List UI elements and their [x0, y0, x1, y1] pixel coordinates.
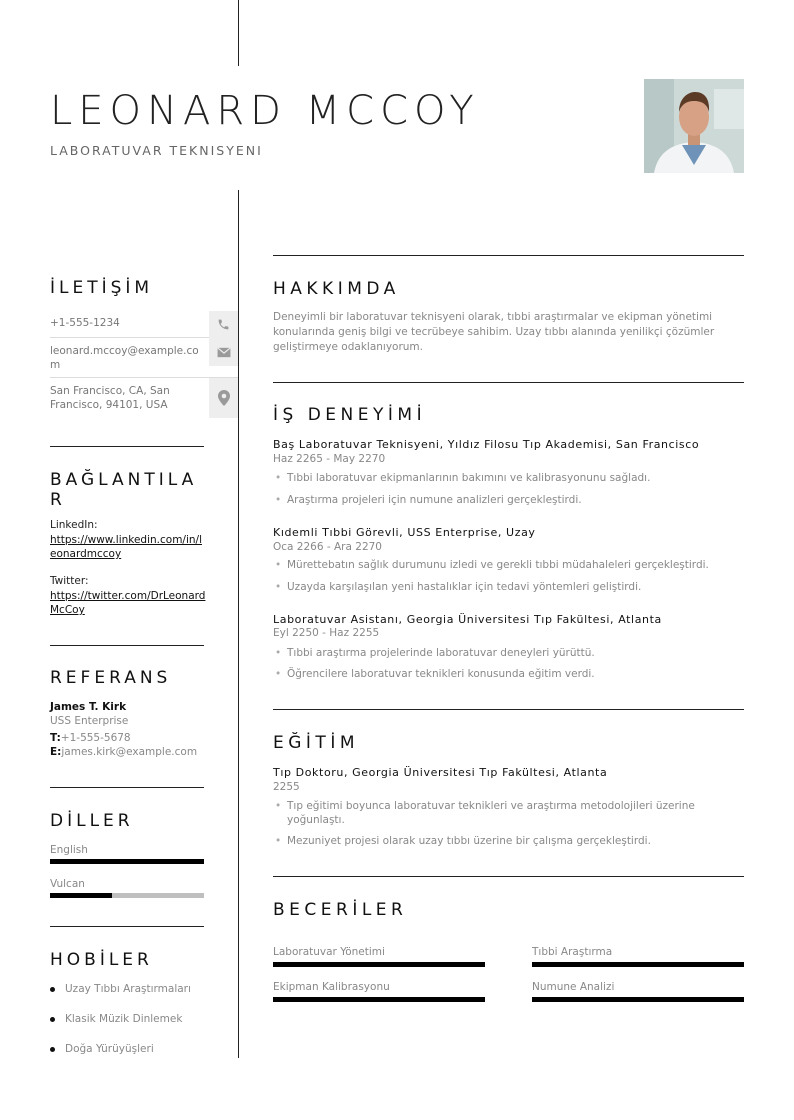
column-divider-line — [238, 190, 239, 1058]
job-bullet — [273, 471, 733, 485]
job-date: Oca 2266 - Ara 2270 — [273, 541, 382, 553]
contact-heading: İLETİŞİM — [50, 278, 154, 298]
left-divider — [50, 446, 204, 447]
hobby-label: Klasik Müzik Dinlemek — [65, 1013, 183, 1025]
bullet-dot-icon: • — [275, 559, 282, 571]
skill-name: Numune Analizi — [532, 981, 615, 993]
skill-level-bar — [532, 997, 744, 1002]
education-bullet — [273, 834, 733, 848]
experience-heading: İŞ DENEYİMİ — [273, 405, 427, 425]
job-bullet-text: Tıbbi araştırma projelerinde laboratuvar deneyleri yürüttü. — [287, 647, 595, 659]
linkedin-label: LinkedIn: — [50, 519, 98, 531]
reference-phone-label: T: — [50, 732, 61, 744]
hobby-label: Uzay Tıbbı Araştırmaları — [65, 983, 191, 995]
job-bullet — [273, 646, 733, 660]
contact-email-row — [50, 338, 238, 378]
job-title: Baş Laboratuvar Teknisyeni, Yıldız Filosu Tıp Akademisi, San Francisco — [273, 438, 700, 451]
reference-email-line — [50, 746, 197, 758]
skill-level-bar — [273, 962, 485, 967]
education-bullet — [273, 799, 713, 827]
skills-heading: BECERİLER — [273, 900, 408, 920]
contact-address-row — [50, 378, 238, 418]
mail-icon — [209, 338, 238, 366]
right-divider — [273, 876, 744, 877]
bullet-dot-icon — [50, 1017, 55, 1022]
education-year: 2255 — [273, 781, 300, 793]
candidate-name: LEONARD MCCOY — [50, 88, 480, 134]
language-level-fill — [50, 859, 204, 864]
reference-organization: USS Enterprise — [50, 715, 129, 727]
left-divider — [50, 645, 204, 646]
top-divider-line — [238, 0, 239, 66]
reference-name: James T. Kirk — [50, 701, 127, 713]
links-heading: BAĞLANTILAR — [50, 470, 198, 510]
right-divider — [273, 255, 744, 256]
reference-email: james.kirk@example.com — [61, 746, 198, 758]
skill-name: Ekipman Kalibrasyonu — [273, 981, 390, 993]
job-bullet — [273, 558, 733, 572]
skill-name: Tıbbi Araştırma — [532, 946, 613, 958]
hobby-item — [50, 1013, 182, 1025]
language-name: Vulcan — [50, 878, 85, 890]
location-pin-icon — [209, 378, 238, 418]
job-bullet-text: Araştırma projeleri için numune analizleri gerçekleştirdi. — [287, 494, 582, 506]
language-level-fill — [50, 893, 112, 898]
language-name: English — [50, 844, 88, 856]
job-date: Haz 2265 - May 2270 — [273, 453, 386, 465]
job-bullet-text: Uzayda karşılaşılan yeni hastalıklar için tedavi yöntemleri geliştirdi. — [287, 581, 642, 593]
contact-email: leonard.mccoy@example.com — [50, 345, 199, 371]
bullet-dot-icon: • — [275, 835, 282, 847]
skill-level-bar — [532, 962, 744, 967]
right-divider — [273, 709, 744, 710]
education-bullet-text: Tıp eğitimi boyunca laboratuvar teknikleri ve araştırma metodolojileri üzerine yoğunlaştı. — [287, 800, 695, 826]
about-heading: HAKKIMDA — [273, 279, 400, 299]
job-title: Laboratuvar Asistanı, Georgia Üniversitesi Tıp Fakültesi, Atlanta — [273, 613, 662, 626]
bullet-dot-icon: • — [275, 800, 282, 812]
twitter-link[interactable]: https://twitter.com/DrLeonardMcCoy — [50, 590, 206, 616]
contact-phone-row — [50, 311, 238, 338]
reference-email-label: E: — [50, 746, 62, 758]
job-bullet — [273, 580, 733, 594]
job-bullet — [273, 493, 733, 507]
skill-level-bar — [273, 997, 485, 1002]
left-divider — [50, 926, 204, 927]
job-date: Eyl 2250 - Haz 2255 — [273, 627, 380, 639]
reference-phone-line — [50, 732, 131, 744]
hobbies-heading: HOBİLER — [50, 950, 153, 970]
language-level-bar — [50, 893, 204, 898]
left-divider — [50, 787, 204, 788]
bullet-dot-icon: • — [275, 647, 282, 659]
linkedin-link[interactable]: https://www.linkedin.com/in/leonardmccoy — [50, 534, 202, 560]
bullet-dot-icon: • — [275, 494, 282, 506]
bullet-dot-icon: • — [275, 472, 282, 484]
contact-address: San Francisco, CA, San Francisco, 94101, USA — [50, 385, 170, 411]
phone-icon — [209, 311, 238, 338]
hobby-item — [50, 1043, 154, 1055]
bullet-dot-icon: • — [275, 581, 282, 593]
job-bullet-text: Öğrencilere laboratuvar teknikleri konusunda eğitim verdi. — [287, 668, 595, 680]
bullet-dot-icon — [50, 987, 55, 992]
reference-phone: +1-555-5678 — [60, 732, 131, 744]
languages-heading: DİLLER — [50, 811, 134, 831]
hobby-item — [50, 983, 191, 995]
education-heading: EĞİTİM — [273, 733, 359, 753]
candidate-title: LABORATUVAR TEKNISYENI — [50, 143, 263, 158]
job-title: Kıdemli Tıbbi Görevli, USS Enterprise, Uzay — [273, 526, 536, 539]
contact-phone: +1-555-1234 — [50, 317, 120, 329]
job-bullet-text: Mürettebatın sağlık durumunu izledi ve gerekli tıbbi müdahaleleri gerçekleştirdi. — [287, 559, 709, 571]
twitter-label: Twitter: — [50, 575, 89, 587]
profile-photo — [644, 79, 744, 173]
bullet-dot-icon — [50, 1047, 55, 1052]
skill-name: Laboratuvar Yönetimi — [273, 946, 385, 958]
reference-heading: REFERANS — [50, 668, 172, 688]
education-degree: Tıp Doktoru, Georgia Üniversitesi Tıp Fakültesi, Atlanta — [273, 766, 608, 779]
about-text: Deneyimli bir laboratuvar teknisyeni olarak, tıbbi araştırmalar ve ekipman yönetimi konularında geniş bilgi ve tecrübeye sahibim. Uzay tıbbı alanında yenilikçi çözümler geliştirmeye odaklanıyorum. — [273, 311, 715, 353]
right-divider — [273, 382, 744, 383]
job-bullet-text: Tıbbi laboratuvar ekipmanlarının bakımını ve kalibrasyonunu sağladı. — [287, 472, 651, 484]
education-bullet-text: Mezuniyet projesi olarak uzay tıbbı üzerine bir çalışma gerçekleştirdi. — [287, 835, 651, 847]
job-bullet — [273, 667, 733, 681]
language-level-bar — [50, 859, 204, 864]
bullet-dot-icon: • — [275, 668, 282, 680]
hobby-label: Doğa Yürüyüşleri — [65, 1043, 154, 1055]
